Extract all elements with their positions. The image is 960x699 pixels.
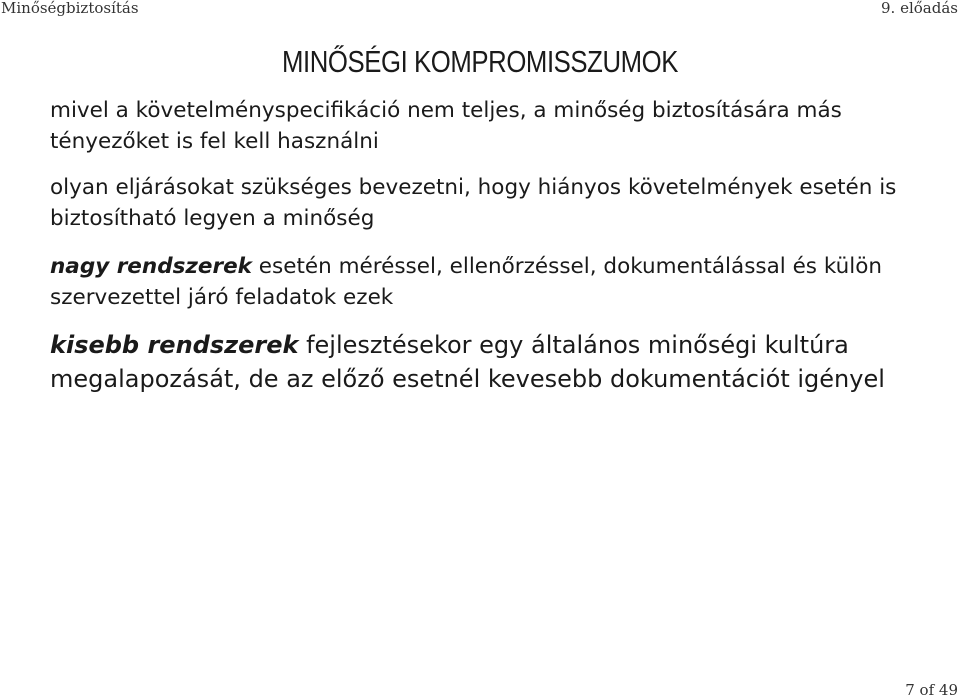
page-indicator: 7 of 49: [905, 681, 958, 699]
paragraph-4-emphasis: kisebb rendszerek: [50, 331, 299, 359]
paragraph-4: [50, 329, 950, 396]
header-course-title: Minőségbiztosítás: [1, 0, 139, 17]
paragraph-4-text: fejlesztésekor egy általános minőségi kultúra megalapozását, de az előző esetnél kevesebb dokumentációt igényel: [50, 331, 885, 393]
paragraph-2-text: olyan eljárásokat szükséges bevezetni, hogy hiányos követelmények esetén is biztosítható legyen a minőség: [50, 175, 897, 231]
paragraph-3-text: esetén méréssel, ellenőrzéssel, dokumentálással és külön szervezettel járó feladatok ezek: [50, 254, 883, 310]
paragraph-3: [50, 251, 950, 313]
paragraph-1: [50, 95, 950, 157]
paragraph-1-text: mivel a követelményspecifikáció nem teljes, a minőség biztosítására más tényezőket is fel kell használni: [50, 98, 842, 154]
paragraph-2: [50, 172, 950, 234]
paragraph-3-emphasis: nagy rendszerek: [50, 254, 252, 279]
slide-title: MINŐSÉGI KOMPROMISSZUMOK: [281, 44, 679, 79]
header-lecture-number: 9. előadás: [881, 0, 958, 17]
